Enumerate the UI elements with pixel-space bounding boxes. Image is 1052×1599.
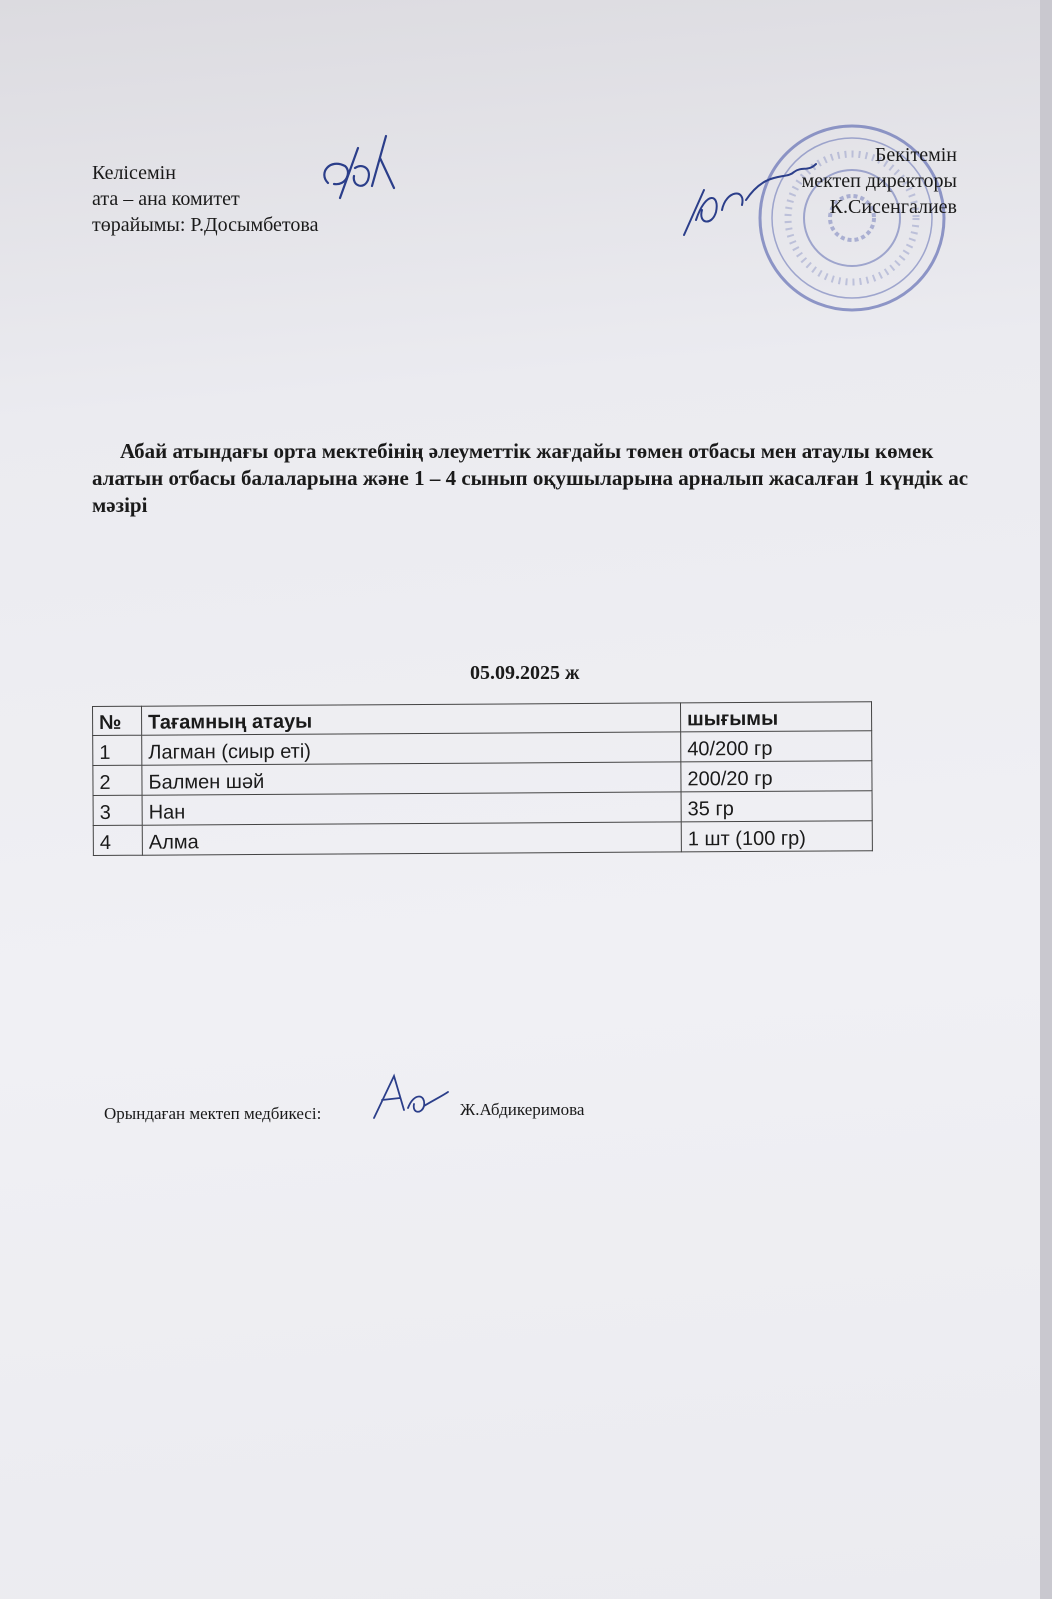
row-number: 3 [93, 795, 142, 825]
header-dish-name: Тағамның атауы [142, 703, 681, 735]
row-number: 4 [93, 825, 142, 855]
row-number: 1 [93, 735, 142, 765]
parent-committee-signature [310, 128, 400, 218]
row-dish: Лагман (сиыр еті) [142, 732, 681, 765]
footer-role: Орындаған мектеп медбикесі: [104, 1104, 322, 1123]
footer-name: Ж.Абдикеримова [460, 1100, 585, 1119]
table-row [93, 761, 872, 796]
row-number: 2 [93, 765, 142, 795]
document-title: Абай атындағы орта мектебінің әлеуметтік жағдайы төмен отбасы мен атаулы көмек алатын отбасы балаларына және 1 – 4 сынып оқушыларына арналып жасалған 1 күндік ас мәзірі [92, 439, 969, 517]
approval-left [92, 160, 318, 238]
nurse-signature [368, 1070, 452, 1126]
table-row [93, 791, 872, 826]
table-header-row [93, 702, 872, 736]
approval-left-line2: ата – ана комитет [92, 188, 240, 210]
row-dish: Балмен шәй [142, 762, 681, 795]
page-edge [1040, 0, 1052, 1599]
table-row [93, 731, 872, 766]
menu-table [92, 701, 873, 856]
approval-left-line1: Келісемін [92, 162, 176, 184]
table-row [93, 821, 872, 856]
row-yield: 1 шт (100 гр) [681, 821, 872, 852]
header-number: № [93, 706, 142, 735]
approval-right-line1: Бекітемін [874, 144, 957, 166]
document-date: 05.09.2025 ж [470, 662, 580, 684]
approval-right [735, 142, 957, 220]
row-yield: 35 гр [681, 791, 872, 822]
header-yield: шығымы [680, 702, 871, 732]
row-dish: Нан [142, 792, 681, 825]
row-yield: 40/200 гр [681, 731, 872, 762]
row-yield: 200/20 гр [681, 761, 872, 792]
row-dish: Алма [142, 822, 681, 855]
approval-left-line3: төрайымы: Р.Досымбетова [92, 214, 319, 236]
approval-right-line3: К.Сисенгалиев [829, 196, 957, 218]
approval-right-line2: мектеп директоры [801, 170, 957, 192]
